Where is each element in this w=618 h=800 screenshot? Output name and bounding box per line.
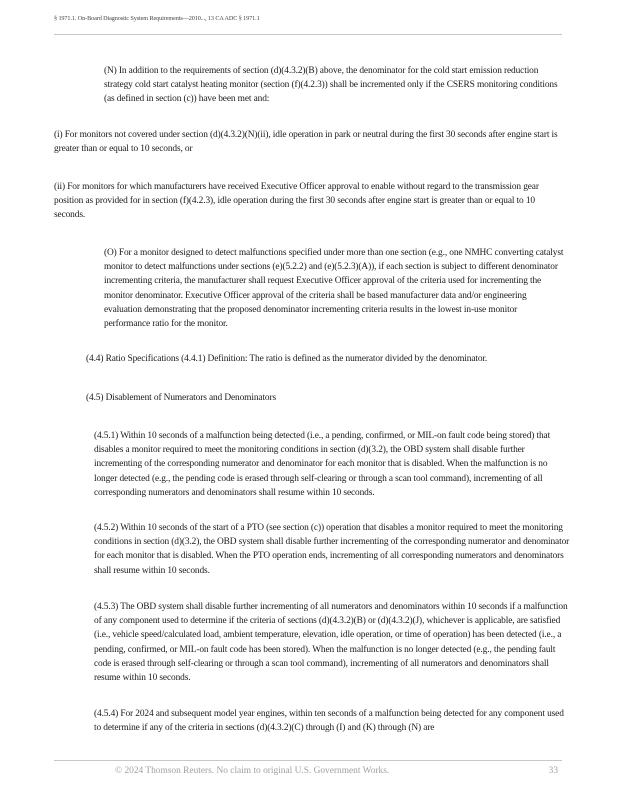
- running-header: § 1971.1. On-Board Diagnostic System Requirements—2010..., 13 CA ADC § 1971.1: [54, 15, 260, 22]
- header-divider: [54, 34, 562, 35]
- paragraph-n-i: (i) For monitors not covered under section (d)(4.3.2)(N)(ii), idle operation in park or neutral during the first 30 seconds after engine start is greater than or equal to 10 seconds, or: [54, 130, 558, 155]
- footer-copyright: © 2024 Thomson Reuters. No claim to original U.S. Government Works.: [115, 766, 390, 776]
- footer-divider: [54, 760, 562, 761]
- paragraph-4-5-2: (4.5.2) Within 10 seconds of the start of a PTO (see section (c)) operation that disables a monitor required to meet the monitoring conditions in section (d)(3.2), the OBD system shall disable further incrementing of the corresponding numerator and denominator for each monitor that is disabled. When the PTO operation ends, incrementing of all corresponding numerators and denominators shall resume within 10 seconds.: [94, 523, 570, 576]
- page-number: 33: [548, 766, 558, 776]
- paragraph-4-5-1: (4.5.1) Within 10 seconds of a malfunction being detected (i.e., a pending, confirmed, or MIL-on fault code being stored) that disables a monitor required to meet the monitoring conditions in section (d)(3.2), the OBD system shall disable further incrementing of the corresponding numerator and denominator for each monitor that is disabled. When the malfunction is no longer detected (e.g., the pending code is erased through self-clearing or through a scan tool command), incrementing of all corresponding numerators and denominators shall resume within 10 seconds.: [94, 431, 551, 498]
- paragraph-4-5-heading: (4.5) Disablement of Numerators and Denominators: [86, 393, 277, 403]
- paragraph-4-5-3: (4.5.3) The OBD system shall disable further incrementing of all numerators and denominators within 10 seconds if a malfunction of any component used to determine if the criteria of sections (d)(4.3.2)(B) or (d)(4.3.2)(J), whichever is applicable, are satisfied (i.e., vehicle speed/calculated load, ambient temperature, elevation, idle operation, or time of operation) has been detected (i.e., a pending, confirmed, or MIL-on fault code has been stored). When the malfunction is no longer detected (e.g., the pending fault code is erased through self-clearing or through a scan tool command), incrementing of all numerators and denominators shall resume within 10 seconds.: [94, 602, 568, 684]
- paragraph-n-ii: (ii) For monitors for which manufacturers have received Executive Officer approval to enable without regard to the transmission gear position as provided for in section (f)(4.2.3), idle operation during the first 30 seconds after engine start is greater than or equal to 10 seconds.: [54, 182, 539, 221]
- paragraph-o: (O) For a monitor designed to detect malfunctions specified under more than one section (e.g., one NMHC converting catalyst monitor to detect malfunctions under sections (e)(5.2.2) and (e)(5.2.3)(A)), if each section is subject to different denominator incrementing criteria, the manufacturer shall request Executive Officer approval of the criteria used for incrementing the monitor denominator. Executive Officer approval of the criteria shall be based manufacturer data and/or engineering evaluation demonstrating that the proposed denominator incrementing criteria results in the lowest in-use monitor performance ratio for the monitor.: [104, 248, 564, 330]
- paragraph-4-4: (4.4) Ratio Specifications (4.4.1) Definition: The ratio is defined as the numerator divided by the denominator.: [86, 354, 488, 364]
- paragraph-4-5-4: (4.5.4) For 2024 and subsequent model year engines, within ten seconds of a malfunction being detected for any component used to determine if any of the criteria in sections (d)(4.3.2)(C) through (I) and (K) through (N) are: [94, 709, 564, 734]
- paragraph-n: (N) In addition to the requirements of section (d)(4.3.2)(B) above, the denominator for the cold start emission reduction strategy cold start catalyst heating monitor (section (f)(4.2.3)) shall be incremented only if the CSERS monitoring conditions (as defined in section (c)) have been met and:: [104, 66, 558, 105]
